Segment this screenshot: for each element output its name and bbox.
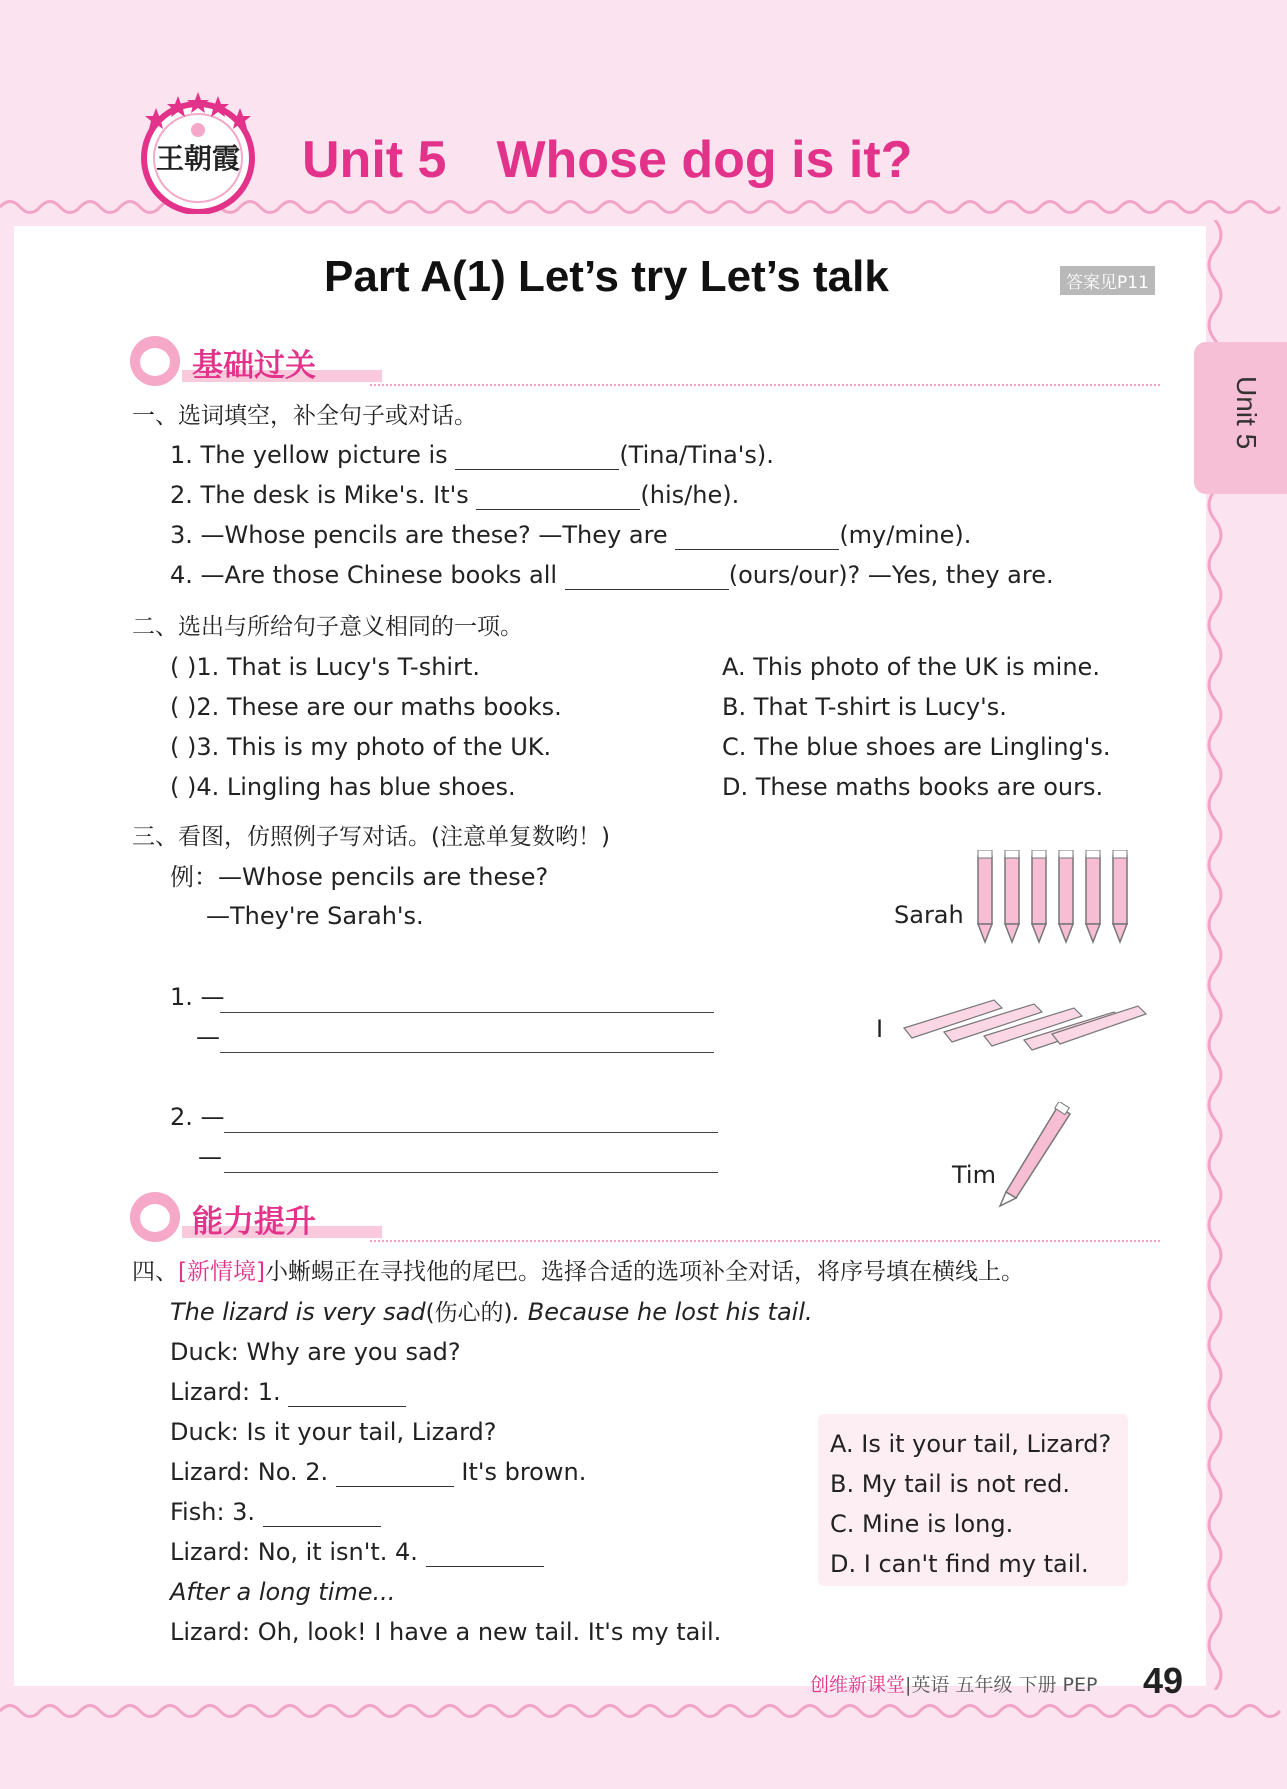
q4-option-c: C. Mine is long. — [830, 1510, 1014, 1538]
logo-text: 王朝霞 — [155, 142, 241, 175]
q3-item-1-label: 1. — — [170, 983, 225, 1011]
q3-instruction: 三、看图，仿照例子写对话。(注意单复数哟！) — [132, 824, 610, 850]
section-advanced-heading — [130, 1192, 370, 1242]
answer-blank[interactable] — [565, 565, 729, 590]
pencils-illustration — [974, 850, 1138, 946]
dialogue-line-3: Duck: Is it your tail, Lizard? — [170, 1418, 497, 1446]
q1-instruction: 一、选词填空，补全句子或对话。 — [132, 403, 477, 429]
answer-blank[interactable] — [263, 1502, 381, 1527]
q4-option-d: D. I can't find my tail. — [830, 1550, 1089, 1578]
side-tab-label: Unit 5 — [1231, 376, 1262, 450]
mascot-face-icon — [130, 1192, 180, 1242]
mascot-face-icon — [130, 336, 180, 386]
q2-option-c: C. The blue shoes are Lingling's. — [722, 733, 1111, 761]
new-context-tag: [新情境] — [178, 1259, 265, 1285]
q2-item-1: ( )1. That is Lucy's T-shirt. — [170, 653, 480, 681]
q2-item-2: ( )2. These are our maths books. — [170, 693, 562, 721]
q2-option-b: B. That T-shirt is Lucy's. — [722, 693, 1007, 721]
section-basic-heading — [130, 336, 370, 386]
q2-option-d: D. These maths books are ours. — [722, 773, 1104, 801]
q4-option-b: B. My tail is not red. — [830, 1470, 1071, 1498]
answer-blank[interactable] — [426, 1542, 544, 1567]
dialogue-line-4: Lizard: No. 2. It's brown. — [170, 1458, 587, 1486]
bottom-wave-border — [0, 1700, 1287, 1722]
name-i: I — [876, 1015, 884, 1043]
q2-option-a: A. This photo of the UK is mine. — [722, 653, 1100, 681]
unit-label: Unit 5 — [302, 131, 447, 189]
dialogue-line-8: Lizard: Oh, look! I have a new tail. It's my tail. — [170, 1618, 722, 1646]
q2-instruction: 二、选出与所给句子意义相同的一项。 — [132, 614, 523, 640]
dialogue-line-7: After a long time... — [170, 1578, 396, 1606]
unit-name: Whose dog is it? — [496, 131, 913, 189]
dialogue-line-6: Lizard: No, it isn't. 4. — [170, 1537, 544, 1567]
name-tim: Tim — [952, 1161, 996, 1189]
q3-example-question: 例：—Whose pencils are these? — [170, 863, 549, 891]
page-number: 49 — [1143, 1660, 1184, 1701]
answer-blank[interactable] — [336, 1462, 454, 1487]
answer-blank[interactable] — [476, 485, 640, 510]
dotted-divider — [370, 384, 1160, 386]
dialogue-line-1: Duck: Why are you sad? — [170, 1338, 461, 1366]
answer-line[interactable] — [220, 1012, 714, 1013]
section-basic-title: 基础过关 — [192, 348, 316, 384]
wangzhaoxia-logo — [136, 90, 260, 214]
q2-item-3: ( )3. This is my photo of the UK. — [170, 733, 552, 761]
q4-option-a: A. Is it your tail, Lizard? — [830, 1430, 1112, 1458]
q3-item-2-label: 2. — — [170, 1103, 225, 1131]
answer-line[interactable] — [224, 1172, 718, 1173]
answer-line[interactable] — [220, 1052, 714, 1053]
q1-item-4: 4. —Are those Chinese books all (ours/our)? —Yes, they are. — [170, 561, 1054, 589]
answer-blank[interactable] — [288, 1382, 406, 1407]
section-advanced-title: 能力提升 — [192, 1204, 316, 1240]
dotted-divider — [370, 1240, 1160, 1242]
answer-blank[interactable] — [455, 445, 619, 470]
q1-item-2: 2. The desk is Mike's. It's (his/he). — [170, 481, 740, 509]
answer-blank[interactable] — [675, 525, 839, 550]
q4-instruction: 四、[新情境]小蜥蜴正在寻找他的尾巴。选择合适的选项补全对话，将序号填在横线上。 — [132, 1259, 1024, 1285]
name-sarah: Sarah — [894, 901, 964, 929]
unit-title — [302, 130, 912, 190]
pen-illustration — [996, 1102, 1076, 1208]
q3-item-1-dash: — — [196, 1023, 220, 1051]
footer-brand: 创维新课堂 — [810, 1674, 906, 1696]
dialogue-line-5: Fish: 3. — [170, 1497, 381, 1527]
part-title: Part A(1) Let’s try Let’s talk — [324, 252, 889, 301]
q1-item-1: 1. The yellow picture is (Tina/Tina's). — [170, 441, 774, 469]
answer-line[interactable] — [224, 1132, 718, 1133]
q2-item-4: ( )4. Lingling has blue shoes. — [170, 773, 516, 801]
q3-item-2-dash: — — [198, 1143, 222, 1171]
q3-example-answer: —They're Sarah's. — [206, 902, 424, 930]
footer-info: 创维新课堂|英语 五年级 下册 PEP — [810, 1674, 1098, 1696]
q1-item-3: 3. —Whose pencils are these? —They are (my/mine). — [170, 521, 972, 549]
side-unit-tab — [1194, 342, 1287, 494]
rulers-illustration — [902, 994, 1148, 1052]
answer-reference-badge: 答案见P11 — [1060, 266, 1155, 295]
q4-intro: The lizard is very sad(伤心的). Because he lost his tail. — [170, 1298, 813, 1326]
dialogue-line-2: Lizard: 1. — [170, 1377, 406, 1407]
